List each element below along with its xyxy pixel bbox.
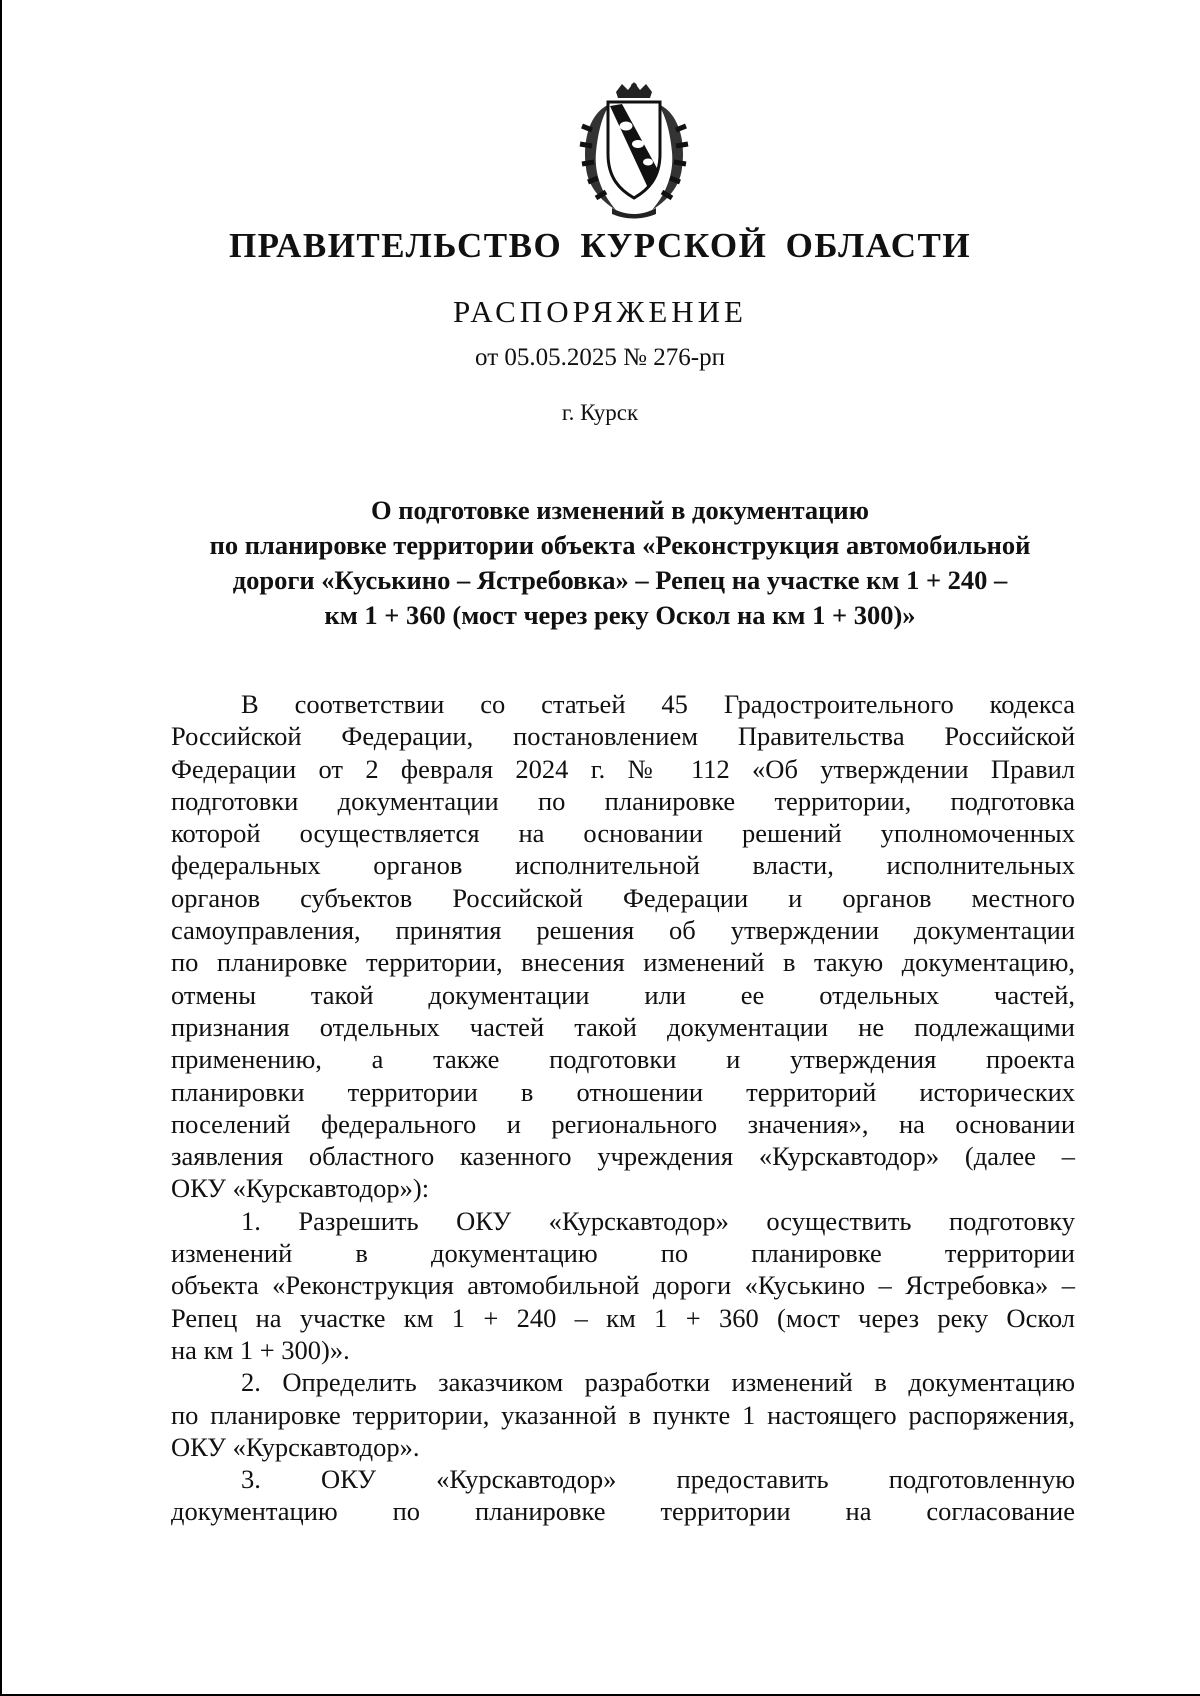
body-line: Федерации от 2 февраля 2024 г. № 112 «Об утверждении Правил — [171, 753, 1075, 784]
subject-line: дороги «Куськино – Ястребовка» – Репец на участке км 1 + 240 – — [232, 565, 1008, 595]
body-line: признания отдельных частей такой документации не подлежащими — [171, 1011, 1075, 1042]
kursk-coat-of-arms-icon — [572, 82, 696, 220]
item-1-paragraph — [171, 1205, 1075, 1366]
body-line: органов субъектов Российской Федерации и органов местного — [171, 882, 1075, 913]
body-line: объекта «Реконструкция автомобильной дороги «Куськино – Ястребовка» – — [171, 1270, 1075, 1301]
body-line: изменений в документацию по планировке территории — [171, 1238, 1075, 1269]
subject-line: км 1 + 360 (мост через реку Оскол на км 1 + 300)» — [324, 600, 916, 630]
body-line: ОКУ «Курскавтодор»): — [171, 1173, 430, 1204]
body-line: планировки территории в отношении территорий исторических — [171, 1076, 1075, 1107]
body-line: самоуправления, принятия решения об утверждении документации — [171, 915, 1075, 946]
organization-title: ПРАВИТЕЛЬСТВО КУРСКОЙ ОБЛАСТИ — [228, 226, 972, 265]
body-line: федеральных органов исполнительной власти, исполнительных — [171, 850, 1075, 881]
document-body — [171, 688, 1075, 1528]
body-line: отмены такой документации или ее отдельных частей, — [171, 979, 1075, 1010]
body-line: подготовки документации по планировке территории, подготовка — [171, 785, 1075, 816]
body-line: В соответствии со статьей 45 Градостроительного кодекса — [241, 689, 1075, 719]
body-line: 1. Разрешить ОКУ «Курскавтодор» осуществить подготовку — [241, 1205, 1075, 1236]
document-type: РАСПОРЯЖЕНИЕ — [453, 294, 747, 329]
body-line: заявления областного казенного учреждения «Курскавтодор» (далее – — [171, 1141, 1075, 1172]
body-line: ОКУ «Курскавтодор». — [171, 1431, 420, 1462]
body-line: 2. Определить заказчиком разработки изменений в документацию — [241, 1367, 1075, 1398]
subject-line: по планировке территории объекта «Реконструкция автомобильной — [209, 530, 1031, 560]
document-subject — [170, 493, 1070, 633]
body-line: применению, а также подготовки и утверждения проекта — [171, 1044, 1075, 1075]
body-line: 3. ОКУ «Курскавтодор» предоставить подготовленную — [241, 1464, 1075, 1495]
body-line: документацию по планировке территории на согласование — [171, 1496, 1075, 1527]
body-line: на км 1 + 300)». — [171, 1334, 350, 1365]
body-line: Репец на участке км 1 + 240 – км 1 + 360 (мост через реку Оскол — [171, 1302, 1075, 1333]
item-3-paragraph — [171, 1463, 1075, 1528]
subject-line: О подготовке изменений в документацию — [371, 495, 869, 525]
document-city: г. Курск — [561, 400, 639, 425]
body-line: по планировке территории, указанной в пункте 1 настоящего распоряжения, — [171, 1399, 1075, 1430]
body-line: которой осуществляется на основании решений уполномоченных — [171, 818, 1075, 849]
body-line: Российской Федерации, постановлением Правительства Российской — [171, 721, 1075, 752]
preamble-paragraph — [171, 688, 1075, 1205]
document-number-date: от 05.05.2025 № 276-рп — [475, 344, 725, 371]
body-line: по планировке территории, внесения изменений в такую документацию, — [171, 947, 1075, 978]
body-line: поселений федерального и регионального значения», на основании — [171, 1108, 1075, 1139]
item-2-paragraph — [171, 1366, 1075, 1463]
